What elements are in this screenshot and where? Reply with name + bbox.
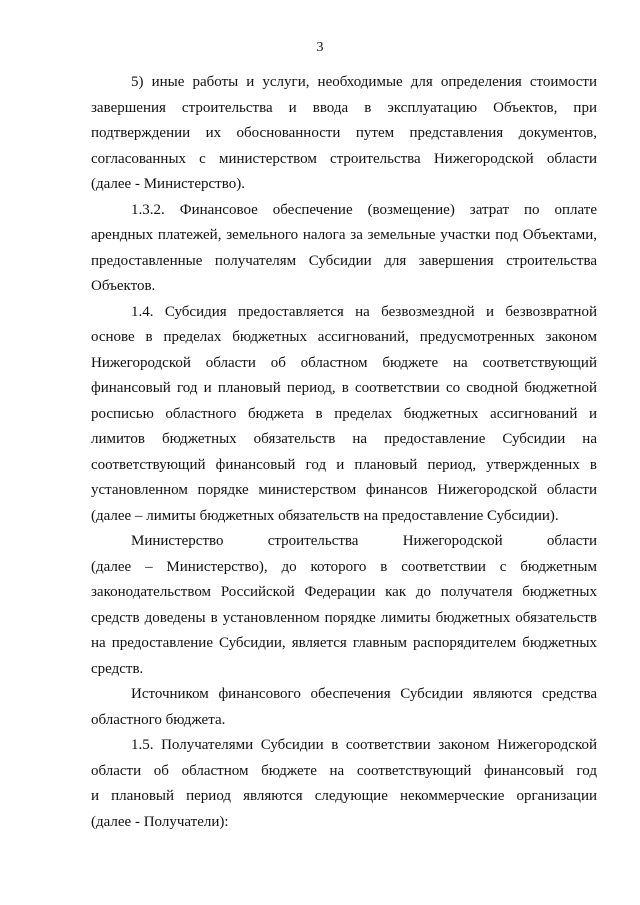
text-line: соответствующий финансовый год и плановый период, утвержденных в [91, 456, 597, 473]
paragraph-p1 [91, 70, 597, 198]
text-line: областного бюджета. [91, 711, 226, 728]
text-line: 1.5. Получателями Субсидии в соответствии законом Нижегородской [131, 737, 597, 753]
text-line: законодательством Российской Федерации как до получателя бюджетных [91, 584, 597, 600]
text-line: Министерство строительства Нижегородской области [131, 533, 597, 549]
text-line: средств. [91, 660, 144, 677]
text-line: установленном порядке министерством финансов Нижегородской области [91, 482, 597, 498]
page-number: 3 [316, 40, 324, 55]
text-line: Источником финансового обеспечения Субсидии являются средства [131, 686, 597, 702]
paragraph-p3 [91, 300, 597, 530]
text-line: подтверждении их обоснованности путем представления документов, [91, 125, 597, 141]
paragraph-p6 [91, 733, 597, 835]
text-line: (далее - Министерство). [91, 176, 245, 192]
text-line: основе в пределах бюджетных ассигнований, предусмотренных законом [91, 329, 597, 345]
text-line: арендных платежей, земельного налога за земельные участки под Объектами, [91, 227, 597, 243]
text-line: согласованных с министерством строительства Нижегородской области [91, 150, 597, 167]
text-line: области об областном бюджете на соответствующий финансовый год [91, 762, 597, 779]
text-line: (далее - Получатели): [91, 813, 229, 830]
text-line: 1.3.2. Финансовое обеспечение (возмещение) затрат по оплате [131, 201, 597, 218]
paragraph-p2 [91, 198, 597, 300]
text-line: завершения строительства и ввода в эксплуатацию Объектов, при [91, 99, 597, 116]
text-line: 5) иные работы и услуги, необходимые для определения стоимости [131, 74, 597, 90]
text-line: (далее – Министерство), до которого в соответствии с бюджетным [91, 558, 597, 575]
text-line: финансовый год и плановый период, в соответствии со сводной бюджетной [91, 380, 597, 396]
paragraph-p4 [91, 529, 597, 682]
document-body [91, 70, 597, 835]
text-line: Объектов. [91, 278, 156, 294]
text-line: Нижегородской области об областном бюджете на соответствующий [91, 354, 597, 371]
text-line: на предоставление Субсидии, является главным распорядителем бюджетных [91, 635, 597, 651]
text-line: средств доведены в установленном порядке лимиты бюджетных обязательств [91, 609, 597, 626]
text-line: росписью областного бюджета в пределах бюджетных ассигнований и [91, 405, 597, 422]
text-line: 1.4. Субсидия предоставляется на безвозмездной и безвозвратной [131, 303, 597, 320]
text-line: (далее – лимиты бюджетных обязательств на предоставление Субсидии). [91, 507, 559, 524]
text-line: и плановый период являются следующие некоммерческие организации [91, 788, 597, 804]
text-line: лимитов бюджетных обязательств на предоставление Субсидии на [91, 431, 597, 447]
text-line: предоставленные получателям Субсидии для завершения строительства [91, 252, 597, 269]
paragraph-p5 [91, 682, 597, 733]
